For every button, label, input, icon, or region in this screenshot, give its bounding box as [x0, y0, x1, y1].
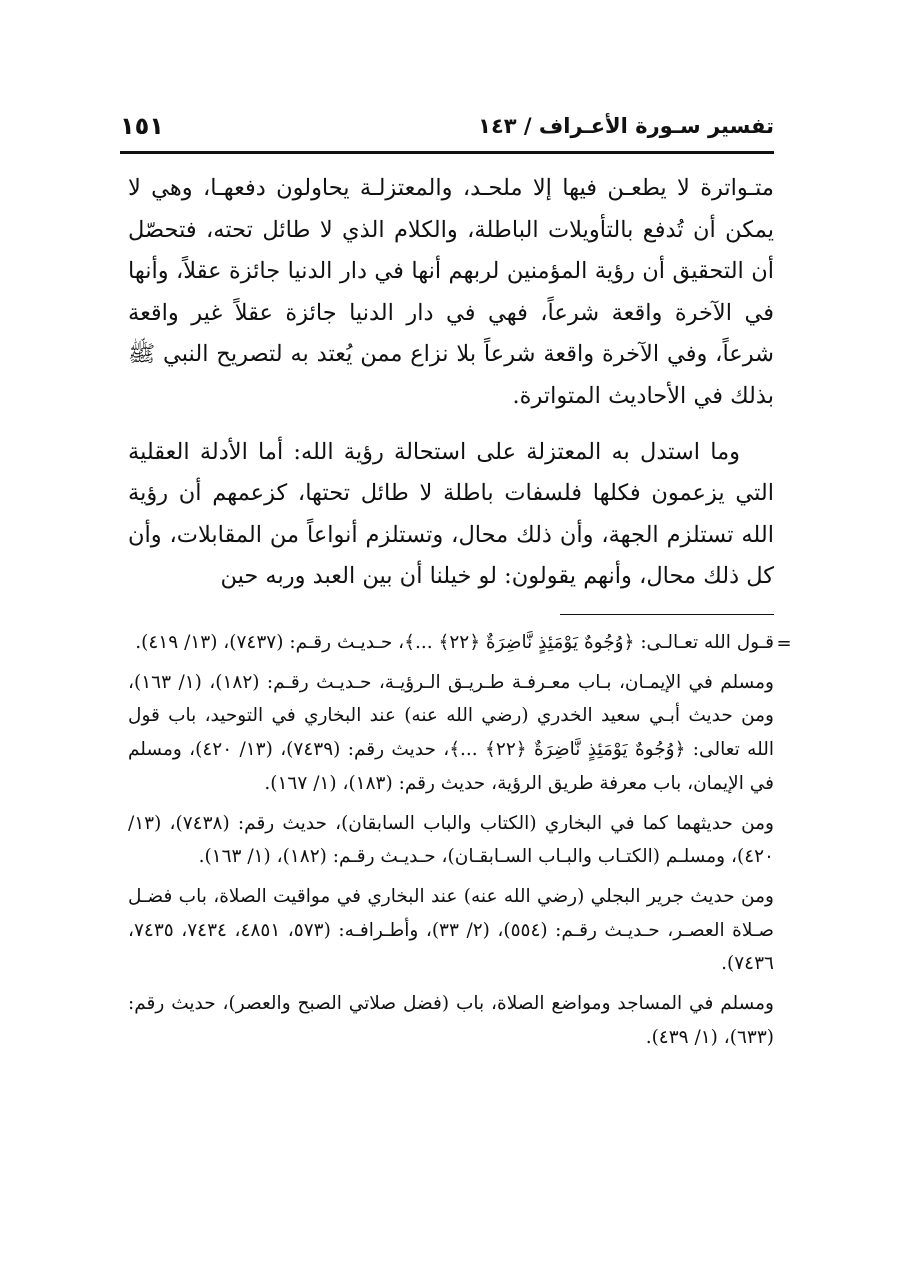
- paragraph: متـواترة لا يطعـن فيها إلا ملحـد، والمعتزلـة يحاولون دفعهـا، وهي لا يمكن أن تُدفع بالتأويلات الباطلة، والكلام الذي لا طائل تحته، فتحصّل أن التحقيق أن رؤية المؤمنين لربهم أنها في دار الدنيا جائزة عقلاً، وأنها في الآخرة واقعة شرعاً، فهي في دار الدنيا جائزة عقلاً غير واقعة شرعاً، وفي الآخرة واقعة شرعاً بلا نزاع ممن يُعتد به لتصريح النبي ﷺ بذلك في الأحاديث المتواترة.: [128, 175, 774, 409]
- footnote-continuation-mark: =: [776, 633, 792, 654]
- running-title: تفسير سـورة الأعـراف / ١٤٣: [478, 114, 774, 138]
- header-rule: [120, 151, 774, 154]
- footnote-entry: قـول الله تعـالـى: ﴿وُجُوهٌ يَوْمَئِذٍ نَّاضِرَةٌ ﴿٢٢﴾ ...﴾، حـديـث رقـم: (٧٤٣٧)، (١٣/ ٤١٩).: [135, 632, 774, 653]
- footnotes: [128, 626, 774, 1060]
- footnote-separator: [560, 614, 774, 615]
- paragraph: وما استدل به المعتزلة على استحالة رؤية الله: أما الأدلة العقلية التي يزعمون فكلها فلسفات باطلة لا طائل تحتها، كزعمهم أن رؤية الله تستلزم الجهة، وأن ذلك محال، وتستلزم أنواعاً من المقابلات، وأن كل ذلك محال، وأنهم يقولون: لو خيلنا أن بين العبد وربه حين: [128, 438, 774, 590]
- footnote-entry: ومسلم في المساجد ومواضع الصلاة، باب (فضل صلاتي الصبح والعصر)، حديث رقم: (٦٣٣)، (١/ ٤٣٩).: [128, 993, 774, 1048]
- page-header: [120, 104, 774, 148]
- footnote-entry: ومسلم في الإيمـان، بـاب معـرفـة طـريـق الـرؤيـة، حـديـث رقـم: (١٨٢)، (١/ ١٦٣)، ومن حديث أبـي سعيد الخدري (رضي الله عنه) عند البخاري في التوحيد، باب قول الله تعالى: ﴿وُجُوهٌ يَوْمَئِذٍ نَّاضِرَةٌ ﴿٢٢﴾ ...﴾، حديث رقم: (٧٤٣٩)، (١٣/ ٤٢٠)، ومسلم في الإيمان، باب معرفة طريق الرؤية، حديث رقم: (١٨٣)، (١/ ١٦٧).: [128, 671, 774, 794]
- footnote-entry: ومن حديثهما كما في البخاري (الكتاب والباب السابقان)، حديث رقم: (٧٤٣٨)، (١٣/ ٤٢٠)، ومسلـم (الكتـاب والبـاب السـابقـان)، حـديـث رقـم: (١٨٢)، (١/ ١٦٣).: [128, 812, 774, 868]
- footnote-entry: ومن حديث جرير البجلي (رضي الله عنه) عند البخاري في مواقيت الصلاة، باب فضـل صـلاة العصـر، حـديـث رقـم: (٥٥٤)، (٢/ ٣٣)، وأطـرافـه: (٥٧٣، ٤٨٥١، ٧٤٣٤، ٧٤٣٥، ٧٤٣٦).: [128, 885, 774, 975]
- page-number: ١٥١: [120, 112, 164, 140]
- main-text: [128, 168, 774, 598]
